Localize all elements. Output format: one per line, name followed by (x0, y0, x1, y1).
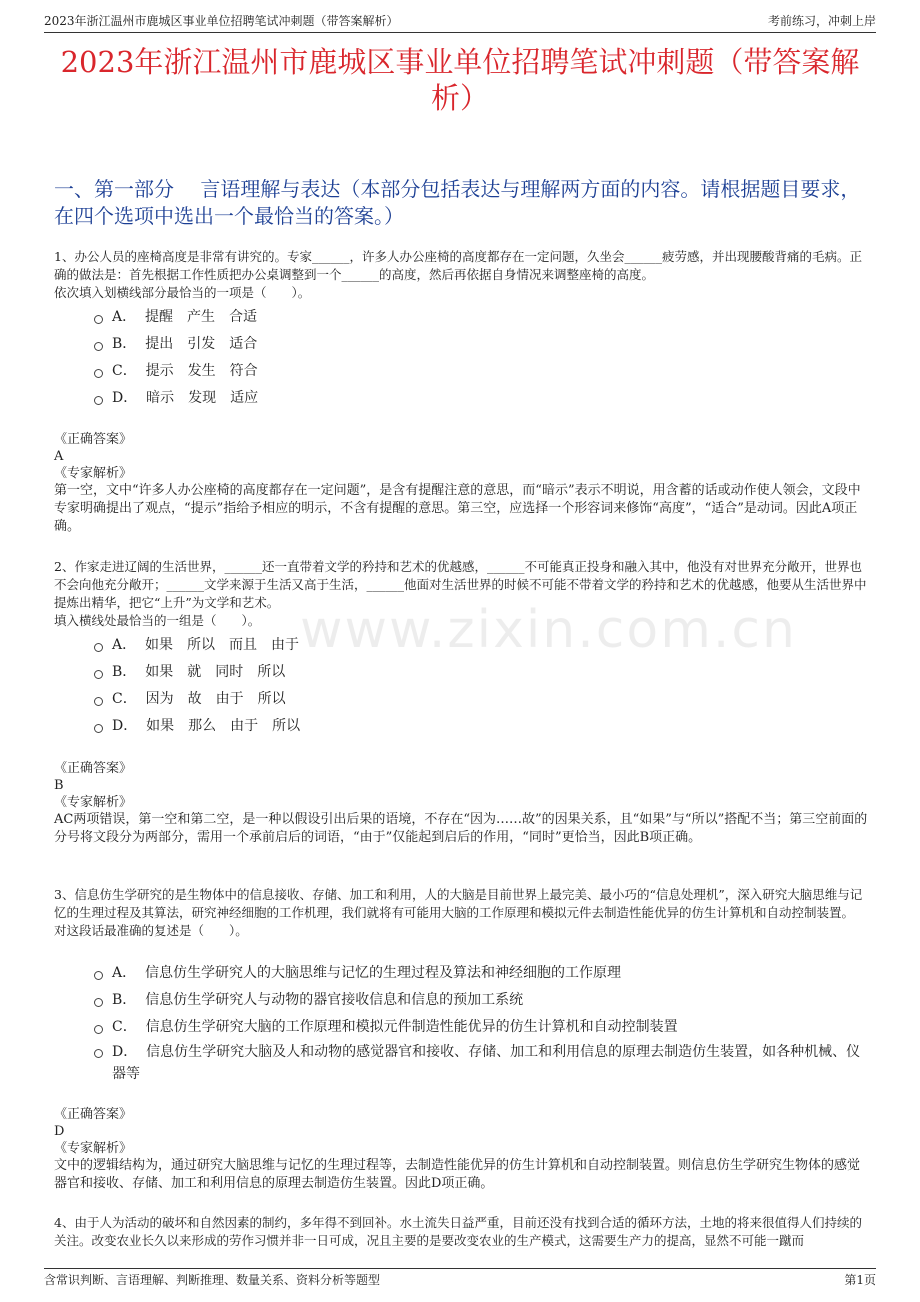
answer-label: 《正确答案》 (54, 432, 133, 447)
question-2-stem (54, 558, 870, 630)
question-text: 4、由于人为活动的破坏和自然因素的制约，多年得不到回补。水土流失日益严重，目前还没有找到合适的循环方法，土地的将来很值得人们持续的关注。改变农业长久以来形成的劳作习惯并非一日可成，况且主要的是要改变农业的生产模式，这需要生产力的提高，显然不可能一蹴而 (54, 1215, 862, 1248)
radio-icon[interactable] (94, 1025, 103, 1034)
analysis-text: AC两项错误，第一空和第二空，是一种以假设引出后果的语境，不存在“因为……故”的因果关系，且“如果”与“所以”搭配不当；第三空前面的分号将文段分为两部分，需用一个承前启后的词语，“由于”仅能起到启后的作用，“同时”更恰当，因此B项正确。 (54, 812, 868, 845)
option-label: A． 如果 所以 而且 由于 (112, 637, 300, 653)
option-label: A． 信息仿生学研究人的大脑思维与记忆的生理过程及算法和神经细胞的工作原理 (112, 965, 622, 981)
page-number: 第1页 (844, 1273, 876, 1287)
page-header (44, 12, 876, 33)
option-b[interactable] (94, 331, 870, 358)
radio-icon[interactable] (94, 724, 103, 733)
option-c[interactable] (94, 1014, 870, 1041)
radio-icon[interactable] (94, 369, 103, 378)
question-2-options (94, 632, 870, 740)
option-c[interactable] (94, 358, 870, 385)
option-label: C． 信息仿生学研究大脑的工作原理和模拟元件制造性能优异的仿生计算机和自动控制装置 (112, 1019, 678, 1035)
radio-icon[interactable] (94, 396, 103, 405)
question-prompt: 对这段话最准确的复述是（ ）。 (54, 923, 248, 938)
document-title: 2023年浙江温州市鹿城区事业单位招聘笔试冲刺题（带答案解析） (60, 45, 860, 115)
option-a[interactable] (94, 304, 870, 331)
question-3-stem (54, 886, 870, 940)
question-2-answer-block (54, 760, 870, 847)
answer-value: D (54, 1124, 65, 1139)
question-text: 3、信息仿生学研究的是生物体中的信息接收、存储、加工和利用，人的大脑是目前世界上最完美、最小巧的“信息处理机”，深入研究大脑思维与记忆的生理过程及其算法，研究神经细胞的工作机理，我们就将有可能用大脑的工作原理和模拟元件去制造性能优异的仿生计算机和自动控制装置。 (54, 887, 863, 920)
radio-icon[interactable] (94, 670, 103, 679)
question-1-stem (54, 248, 870, 302)
option-label: B． 信息仿生学研究人与动物的器官接收信息和信息的预加工系统 (112, 992, 524, 1008)
question-3-options (94, 960, 870, 1087)
section-heading: 一、第一部分 言语理解与表达（本部分包括表达与理解两方面的内容。请根据题目要求，在四个选项中选出一个最恰当的答案。） (54, 177, 861, 228)
radio-icon[interactable] (94, 998, 103, 1007)
option-label: D． 暗示 发现 适应 (112, 390, 259, 406)
header-slogan: 考前练习，冲刺上岸 (767, 14, 876, 28)
answer-label: 《正确答案》 (54, 1107, 133, 1122)
question-text: 2、作家走进辽阔的生活世界，______还一直带着文学的矜持和艺术的优越感，______不可能真正投身和融入其中，他没有对世界充分敞开，世界也不会向他充分敞开；______文学来源于生活又高于生活，______他面对生活世界的时候不可能不带着文学的矜持和艺术的优越感，他要从生活世界中提炼出精华，把它“上升”为文学和艺术。 (54, 559, 867, 610)
answer-label: 《正确答案》 (54, 761, 133, 776)
answer-value: A (54, 449, 64, 464)
option-a[interactable] (94, 960, 870, 987)
option-d[interactable] (94, 385, 870, 412)
option-label: A． 提醒 产生 合适 (112, 309, 258, 325)
option-label: C． 提示 发生 符合 (112, 363, 258, 379)
question-4-stem (54, 1214, 870, 1250)
answer-value: B (54, 778, 64, 793)
option-label: B． 如果 就 同时 所以 (112, 664, 286, 680)
question-3-answer-block (54, 1106, 870, 1193)
header-doc-title: 2023年浙江温州市鹿城区事业单位招聘笔试冲刺题（带答案解析） (44, 14, 399, 28)
analysis-text: 第一空，文中“许多人办公座椅的高度都存在一定问题”，是含有提醒注意的意思，而“暗示”表示不明说，用含蓄的话或动作使人领会，文段中专家明确提出了观点，“提示”指给予相应的明示，不含有提醒的意思。第三空，应选择一个形容词来修饰“高度”，“适合”是动词。因此A项正确。 (54, 483, 861, 534)
option-label: D． 如果 那么 由于 所以 (112, 718, 301, 734)
option-b[interactable] (94, 987, 870, 1014)
option-label: D． 信息仿生学研究大脑及人和动物的感觉器官和接收、存储、加工和利用信息的原理去制造仿生装置，如各种机械、仪器等 (112, 1044, 861, 1082)
radio-icon[interactable] (94, 1049, 103, 1058)
analysis-label: 《专家解析》 (54, 1141, 133, 1156)
analysis-label: 《专家解析》 (54, 466, 133, 481)
watermark-text: www.zixin.com.cn (300, 600, 797, 660)
radio-icon[interactable] (94, 315, 103, 324)
analysis-text: 文中的逻辑结构为，通过研究大脑思维与记忆的生理过程等，去制造性能优异的仿生计算机和自动控制装置。则信息仿生学研究生物体的感觉器官和接收、存储、加工和利用信息的原理去制造仿生装置。因此D项正确。 (54, 1158, 861, 1191)
question-1-answer-block (54, 431, 870, 536)
option-b[interactable] (94, 659, 870, 686)
radio-icon[interactable] (94, 697, 103, 706)
question-text: 1、办公人员的座椅高度是非常有讲究的。专家______，许多人办公座椅的高度都存在一定问题，久坐会______疲劳感，并出现腰酸背痛的毛病。正确的做法是：首先根据工作性质把办公桌调整到一个______的高度，然后再依据自身情况来调整座椅的高度。 (54, 249, 862, 282)
question-prompt: 依次填入划横线部分最恰当的一项是（ ）。 (54, 285, 311, 300)
option-c[interactable] (94, 686, 870, 713)
page-footer (44, 1268, 876, 1291)
option-label: C． 因为 故 由于 所以 (112, 691, 286, 707)
option-label: B． 提出 引发 适合 (112, 336, 258, 352)
option-d[interactable] (94, 713, 870, 740)
footer-note: 含常识判断、言语理解、判断推理、数量关系、资料分析等题型 (44, 1273, 381, 1287)
option-d[interactable] (94, 1041, 870, 1087)
radio-icon[interactable] (94, 643, 103, 652)
radio-icon[interactable] (94, 971, 103, 980)
option-a[interactable] (94, 632, 870, 659)
radio-icon[interactable] (94, 342, 103, 351)
question-prompt: 填入横线处最恰当的一组是（ ）。 (54, 613, 261, 628)
analysis-label: 《专家解析》 (54, 795, 133, 810)
question-1-options (94, 304, 870, 412)
